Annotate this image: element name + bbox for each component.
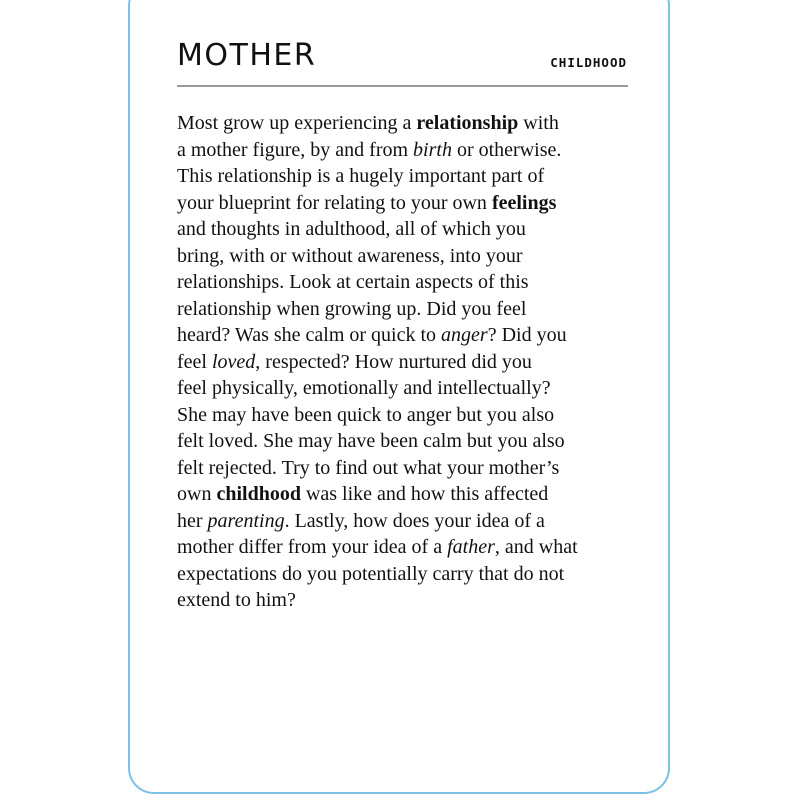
text-run: feel <box>177 350 212 373</box>
text-run: or otherwise. <box>451 138 562 161</box>
body-line <box>177 561 637 588</box>
body-paragraph <box>177 110 637 614</box>
text-run: feel physically, emotionally and intellectually? <box>177 377 551 399</box>
body-line <box>177 110 637 137</box>
body-line <box>177 481 637 508</box>
body-line <box>177 534 637 561</box>
body-line <box>177 375 637 402</box>
text-run: felt loved. She may have been calm but you also <box>177 430 565 452</box>
text-run: extend to him? <box>177 589 296 611</box>
emphasis-italic: loved <box>211 350 256 373</box>
text-run: and thoughts in adulthood, all of which you <box>177 218 526 240</box>
tab-clip <box>670 0 800 800</box>
emphasis-bold: feelings <box>491 191 557 214</box>
category-label: CHILDHOOD <box>550 55 627 70</box>
body-line <box>177 587 637 614</box>
body-line <box>177 428 637 455</box>
body-line <box>177 508 637 535</box>
text-run: with <box>518 112 559 134</box>
body-line <box>177 269 637 296</box>
text-run: , respected? How nurtured did you <box>255 350 532 373</box>
body-line <box>177 402 637 429</box>
text-run: mother differ from your idea of a <box>177 536 448 558</box>
emphasis-bold: childhood <box>216 483 301 505</box>
emphasis-italic: anger <box>441 324 488 346</box>
text-run: heard? Was she calm or quick to <box>177 324 442 346</box>
body-line <box>177 349 637 376</box>
text-run: own <box>177 483 217 505</box>
body-line <box>177 243 637 270</box>
body-line <box>177 216 637 243</box>
emphasis-italic: father <box>447 536 495 558</box>
body-line <box>177 296 637 323</box>
text-run: her <box>177 509 208 532</box>
body-line <box>177 455 637 482</box>
text-run: Most grow up experiencing a <box>177 112 417 134</box>
text-run: She may have been quick to anger but you also <box>177 403 555 426</box>
text-run: ? Did you <box>487 324 567 346</box>
body-line <box>177 190 637 217</box>
text-run: was like and how this affected <box>300 483 549 505</box>
emphasis-bold: relationship <box>416 112 519 134</box>
text-run: bring, with or without awareness, into your <box>177 244 523 267</box>
text-run: . Lastly, how does your idea of a <box>284 509 545 532</box>
body-line <box>177 163 637 190</box>
text-run: relationship when growing up. Did you feel <box>177 297 527 320</box>
text-run: This relationship is a hugely important part of <box>177 165 545 187</box>
emphasis-italic: parenting <box>207 509 285 532</box>
text-run: expectations do you potentially carry that do not <box>177 562 565 585</box>
text-run: , and what <box>494 536 578 558</box>
text-run: a mother figure, by and from <box>177 138 414 161</box>
text-run: relationships. Look at certain aspects of this <box>177 271 529 293</box>
body-line <box>177 137 637 164</box>
body-line <box>177 322 637 349</box>
text-run: your blueprint for relating to your own <box>177 191 492 214</box>
emphasis-italic: birth <box>413 138 452 161</box>
text-run: felt rejected. Try to find out what your mother’s <box>177 456 560 479</box>
title-divider <box>177 85 628 87</box>
card-title: MOTHER <box>177 38 317 73</box>
